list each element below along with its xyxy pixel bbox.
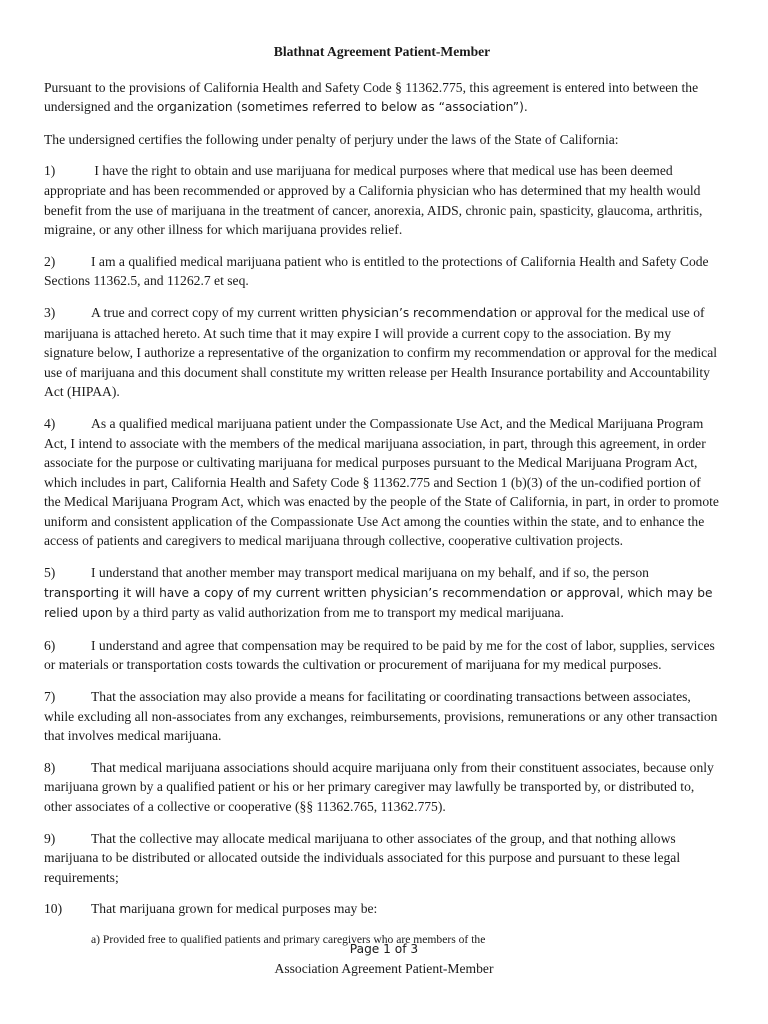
item-6 bbox=[44, 636, 720, 675]
item-number: 1) bbox=[44, 163, 56, 179]
item-number: 9) bbox=[44, 830, 56, 846]
item-10 bbox=[44, 899, 720, 920]
item-text: arijuana grown for medical purposes may be: bbox=[131, 901, 378, 917]
item-text: I understand and agree that compensation may be required to be paid by me for the cost of labor, supplies, services or materials or transportation costs towards the cultivation or procurement of marijuana for my medical purposes. bbox=[44, 637, 715, 673]
item-text: by a third party as valid authorization from me to transport my medical marijuana. bbox=[112, 605, 564, 621]
item-text: As a qualified medical marijuana patient under the Compassionate Use Act, and the Medical Marijuana Program Act, I intend to associate with the members of the medical marijuana association, in part, through this agreement, in order associate for the purpose or cultivating marijuana for medical purposes pursuant to the Medical Marijuana Program Act, which includes in part, California Health and Safety Code § 11362.775 and Section 1 (b)(3) of the un-codified portion of the Medical Marijuana Program Act, which was enacted by the people of the State of California, in part, in order to promote uniform and consistent application of the Compassionate Use Act among the counties within the state, and to enhance the access of patients and caregivers to medical marijuana through collective, cooperative cultivation projects. bbox=[44, 415, 719, 549]
item-text: That the association may also provide a means for facilitating or coordinating transactions between associates, while excluding all non-associates from any exchanges, reimbursements, provisions, remunerations or any other transaction that involves medical marijuana. bbox=[44, 689, 718, 744]
certifies-paragraph: The undersigned certifies the following under penalty of perjury under the laws of the State of California: bbox=[44, 131, 619, 147]
item-text: or approval for the medical use of marijuana is attached hereto. At such time that it may expire I will provide a current copy to the association. By my signature below, I authorize a representative of the organization to confirm my recommendation or approval for the medical use of marijuana and this document shall constitute my written release per Health Insurance portability and Accountability Act (HIPAA). bbox=[44, 304, 718, 400]
page-footer bbox=[0, 940, 768, 978]
item-number: 6) bbox=[44, 637, 56, 653]
item-text-alt-font: transporting it will have a copy of my current written physician’s recommendation or approval, which may be relied upon bbox=[44, 585, 713, 621]
item-7 bbox=[44, 687, 720, 746]
item-9 bbox=[44, 829, 720, 888]
item-number: 7) bbox=[44, 689, 56, 705]
item-text: I understand that another member may transport medical marijuana on my behalf, and if so, the person bbox=[91, 565, 649, 581]
item-text: That medical marijuana associations should acquire marijuana only from their constituent associates, because only marijuana grown by a qualified patient or his or her primary caregiver may lawfully be transported by, or distributed to, other associates of a collective or cooperative (§§ 11362.765, 11362.775). bbox=[44, 759, 714, 814]
item-text: I have the right to obtain and use marijuana for medical purposes where that medical use has been deemed appropriate and has been recommended or approved by a California physician who has determined that my health would benefit from the use of marijuana in the treatment of cancer, anorexia, AIDS, chronic pain, spasticity, glaucoma, arthritis, migraine, or any other illness for which marijuana provides relief. bbox=[44, 163, 703, 238]
document-title: Blathnat Agreement Patient-Member bbox=[273, 44, 491, 59]
item-2 bbox=[44, 252, 720, 291]
item-5 bbox=[44, 563, 720, 624]
item-number: 8) bbox=[44, 759, 56, 775]
item-text: I am a qualified medical marijuana patient who is entitled to the protections of California Health and Safety Code Sections 11362.5, and 11262.7 et seq. bbox=[44, 253, 709, 289]
item-text: That the collective may allocate medical marijuana to other associates of the group, and that nothing allows marijuana to be distributed or allocated outside the individuals associated for this purpose and pursuant to these legal requirements; bbox=[44, 830, 681, 885]
item-number: 10) bbox=[44, 901, 63, 917]
footer-document-name: Association Agreement Patient-Member bbox=[274, 961, 494, 976]
intro-text-alt-font: organization (sometimes referred to below as “association”). bbox=[156, 100, 528, 115]
intro-paragraph bbox=[44, 78, 720, 118]
intro-text: Pursuant to the provisions of California Health and Safety Code § 11362.775, this agreement is entered into between the undersigned and the bbox=[44, 79, 699, 115]
item-1 bbox=[44, 161, 720, 239]
item-text: A true and correct copy of my current written bbox=[91, 304, 342, 320]
item-number: 4) bbox=[44, 415, 56, 431]
page-number: Page 1 of 3 bbox=[349, 942, 419, 956]
item-number: 5) bbox=[44, 565, 56, 581]
item-text: That bbox=[91, 901, 120, 917]
item-text-alt-font: m bbox=[119, 902, 132, 917]
item-8 bbox=[44, 758, 720, 817]
item-3 bbox=[44, 303, 720, 402]
item-text-alt-font: physician’s recommendation bbox=[341, 305, 517, 320]
item-4 bbox=[44, 414, 720, 551]
item-number: 3) bbox=[44, 304, 56, 320]
item-number: 2) bbox=[44, 253, 56, 269]
sub-item-a: a) Provided free to qualified patients and primary caregivers who are members of the bbox=[91, 932, 486, 946]
